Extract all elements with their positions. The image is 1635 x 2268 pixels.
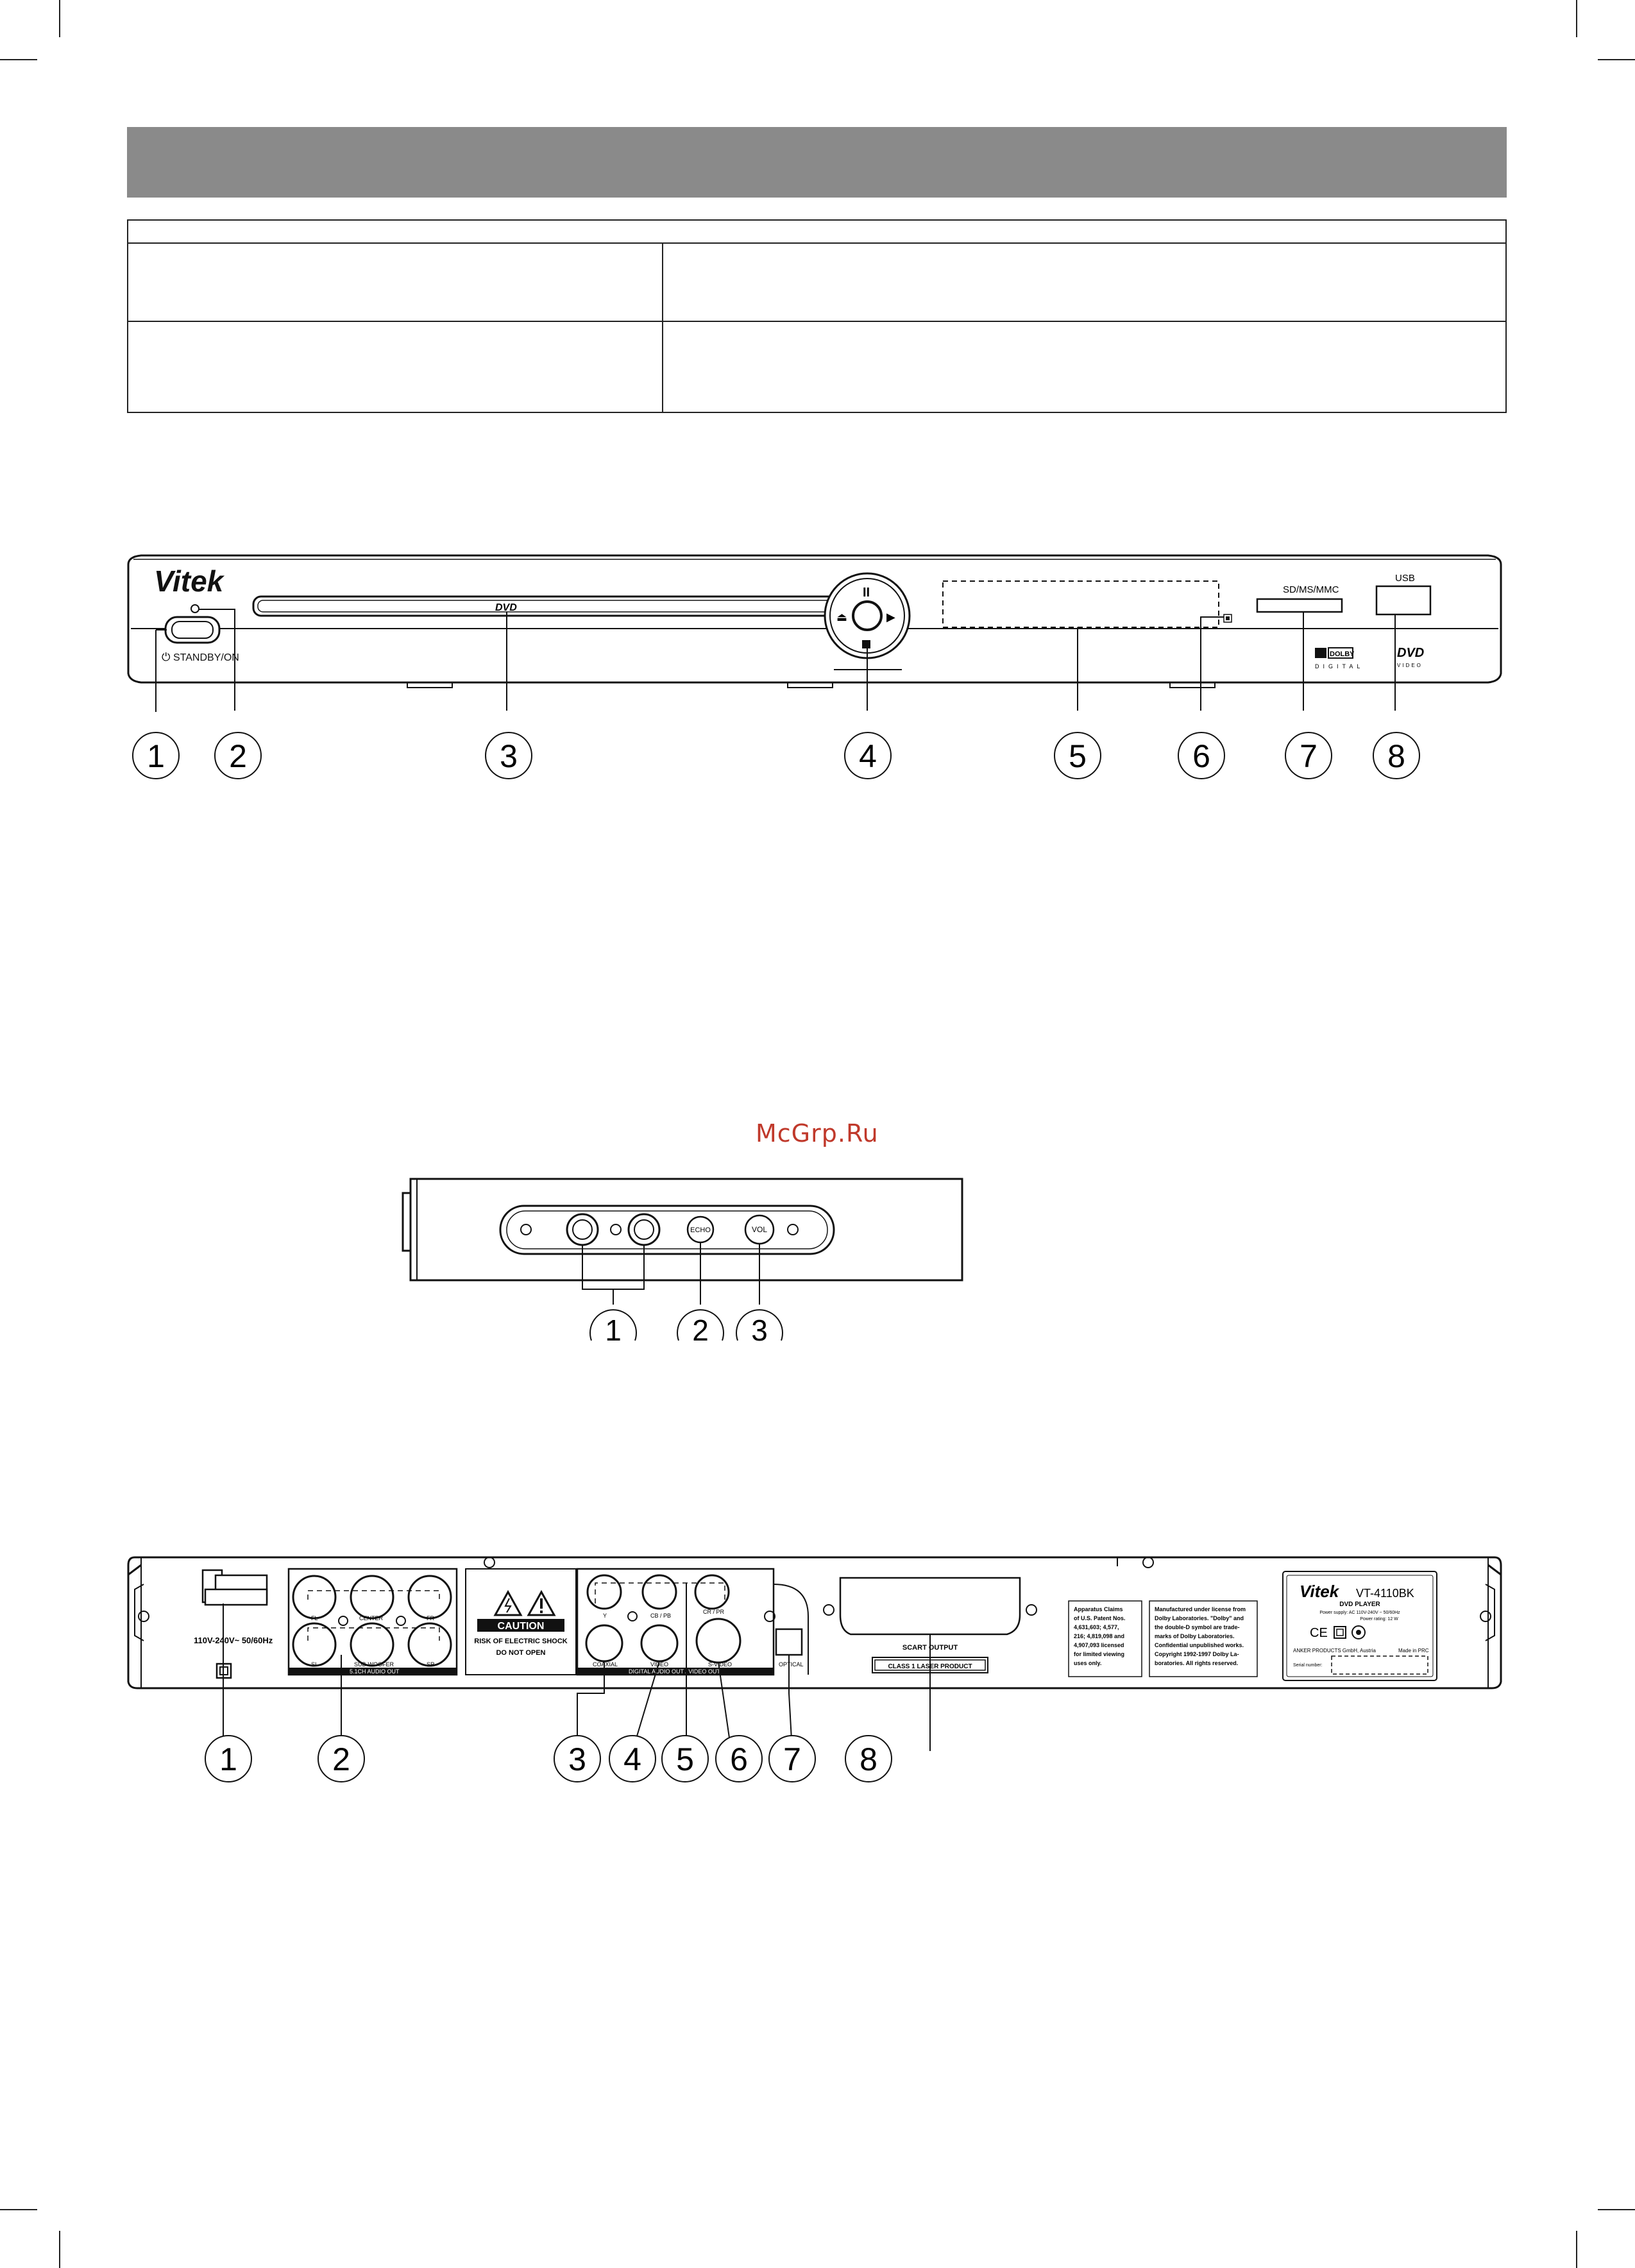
rear-callout-3: [554, 1736, 600, 1782]
svg-text:5: 5: [676, 1741, 694, 1777]
crop-mark: [59, 2231, 60, 2268]
play-icon[interactable]: ▶: [886, 611, 895, 623]
svg-text:5: 5: [1069, 738, 1087, 774]
crop-mark: [0, 59, 37, 60]
rating-product: DVD PLAYER: [1339, 1601, 1380, 1608]
display-window: [943, 581, 1219, 627]
center-label: CENTER: [359, 1615, 384, 1621]
rear-callout-1: [205, 1736, 251, 1782]
mount-bracket: [1486, 1584, 1495, 1641]
crop-mark: [1576, 0, 1577, 37]
video-jack[interactable]: [641, 1625, 677, 1661]
svg-text:3: 3: [500, 738, 518, 774]
patent-text: [1074, 1606, 1126, 1666]
rear-callout-4: [609, 1736, 656, 1782]
rear-callout-2: [318, 1736, 364, 1782]
ce-mark: CE: [1310, 1626, 1328, 1640]
svg-text:2: 2: [692, 1314, 709, 1347]
rear-callout-5: [662, 1736, 708, 1782]
front-panel-body: [128, 555, 1501, 682]
rating-model: VT-4110BK: [1356, 1587, 1414, 1600]
svg-text:VOL: VOL: [751, 1225, 768, 1234]
svg-text:2: 2: [229, 738, 247, 774]
svg-text:1: 1: [147, 738, 165, 774]
coaxial-label: COAXIAL: [593, 1661, 618, 1668]
spec-table-header: [128, 221, 1505, 244]
rear-callout-7: [769, 1736, 815, 1782]
svideo-jack[interactable]: [697, 1619, 740, 1663]
spec-table: [127, 219, 1507, 413]
svg-text:Dolby Laboratories. "Dolby" an: Dolby Laboratories. "Dolby" and: [1155, 1615, 1244, 1621]
standby-button[interactable]: [165, 617, 219, 643]
screw-hole: [1026, 1605, 1037, 1615]
svg-text:Confidential unpublished works: Confidential unpublished works.: [1155, 1642, 1244, 1648]
screw-hole: [339, 1616, 348, 1625]
y-label: Y: [603, 1612, 607, 1619]
svg-text:marks of Dolby Laboratories.: marks of Dolby Laboratories.: [1155, 1633, 1235, 1639]
spec-cell: [663, 244, 1505, 321]
spec-cell: [663, 322, 1505, 412]
coaxial-jack[interactable]: [586, 1625, 622, 1661]
crop-mark: [0, 2209, 37, 2210]
disc-tray[interactable]: [253, 597, 895, 616]
svg-text:216; 4,819,098 and: 216; 4,819,098 and: [1074, 1633, 1125, 1639]
svg-text:Copyright 1992-1997 Dolby La-: Copyright 1992-1997 Dolby La-: [1155, 1651, 1239, 1657]
svg-text:1: 1: [605, 1314, 622, 1347]
caution-title: CAUTION: [497, 1621, 545, 1632]
dvd-video-logo: [1397, 646, 1424, 668]
spec-table-row: [128, 244, 1505, 322]
standby-indicator-led: [191, 605, 199, 613]
header-banner: [127, 127, 1507, 198]
sl-label: SL: [311, 1661, 319, 1668]
front-callout-3: [486, 732, 532, 779]
screw-hole: [628, 1612, 637, 1621]
microphone-jack-1[interactable]: [567, 1214, 598, 1245]
svg-text:6: 6: [730, 1741, 748, 1777]
stop-icon[interactable]: [862, 640, 870, 648]
svideo-label: S-VIDEO: [708, 1661, 733, 1668]
svg-text:uses only.: uses only.: [1074, 1660, 1102, 1666]
scart-label: SCART OUTPUT: [902, 1644, 958, 1652]
front-callout-6: [1178, 732, 1224, 779]
caution-line-1: RISK OF ELECTRIC SHOCK: [474, 1638, 568, 1645]
center-jack[interactable]: [351, 1576, 393, 1618]
front-panel-diagram: [115, 545, 1514, 789]
front-leader-lines: [156, 609, 1395, 712]
svg-text:4,631,603; 4,577,: 4,631,603; 4,577,: [1074, 1624, 1119, 1630]
usb-label: USB: [1395, 573, 1415, 584]
sr-jack[interactable]: [409, 1623, 451, 1666]
svg-text:DIGITAL: DIGITAL: [1315, 663, 1364, 670]
rear-callout-6: [716, 1736, 762, 1782]
rear-panel-diagram: [115, 1539, 1514, 1809]
svg-text:1: 1: [219, 1741, 237, 1777]
svg-text:3: 3: [751, 1314, 768, 1347]
screw-hole: [396, 1616, 405, 1625]
y-jack[interactable]: [588, 1575, 621, 1609]
svg-text:ECHO: ECHO: [690, 1226, 711, 1234]
optical-port[interactable]: [776, 1629, 802, 1655]
cr-pr-label: CR / PR: [703, 1609, 725, 1615]
front-callout-1: [133, 732, 179, 779]
rating-power: Power rating: 12 W: [1360, 1617, 1398, 1621]
spec-cell: [128, 322, 663, 412]
cb-pb-label: CB / PB: [650, 1612, 672, 1619]
power-icon: ⏻: [162, 651, 171, 663]
subwoofer-label: SUB-WOOFER: [354, 1661, 394, 1668]
cr-pr-jack[interactable]: [695, 1575, 729, 1609]
dolby-logo: [1315, 648, 1364, 670]
screw-hole: [1480, 1611, 1491, 1621]
svg-text:8: 8: [860, 1741, 877, 1777]
svg-text:3: 3: [568, 1741, 586, 1777]
double-insulation-icon: [1334, 1627, 1346, 1638]
card-slot-label: SD/MS/MMC: [1283, 584, 1339, 595]
analog-out-label: 5.1CH AUDIO OUT: [350, 1668, 400, 1675]
scart-output[interactable]: [840, 1578, 1020, 1634]
crop-mark: [1598, 2209, 1635, 2210]
front-callout-2: [215, 732, 261, 779]
side-callout-1: [590, 1310, 636, 1347]
fr-top-jack[interactable]: [409, 1576, 451, 1618]
screw-hole: [1143, 1557, 1153, 1568]
side-callout-3: [736, 1310, 783, 1347]
rating-made-in: Made in PRC: [1398, 1648, 1429, 1654]
volume-knob[interactable]: [745, 1215, 774, 1244]
subwoofer-jack[interactable]: [351, 1623, 393, 1666]
side-callout-2: [677, 1310, 724, 1347]
svg-text:Apparatus Claims: Apparatus Claims: [1074, 1606, 1123, 1612]
standby-label: STANDBY/ON: [173, 652, 239, 663]
side-panel-diagram: [385, 1167, 975, 1353]
dolby-license-text: [1155, 1606, 1246, 1666]
laser-label: CLASS 1 LASER PRODUCT: [888, 1663, 972, 1670]
pause-icon[interactable]: II: [863, 586, 870, 600]
svg-text:Manufactured under license fro: Manufactured under license from: [1155, 1606, 1246, 1612]
svg-text:6: 6: [1192, 738, 1210, 774]
spec-table-row: [128, 322, 1505, 412]
eject-icon[interactable]: ⏏: [836, 611, 848, 623]
svg-text:DOLBY: DOLBY: [1330, 650, 1355, 658]
cb-pb-jack[interactable]: [643, 1575, 676, 1609]
lightning-warning-icon: [495, 1592, 521, 1615]
jack-panel: [500, 1206, 834, 1254]
microphone-jack-2[interactable]: [629, 1214, 659, 1245]
card-slot[interactable]: [1257, 599, 1342, 612]
svg-text:boratories. All rights reserv: boratories. All rights reserved.: [1155, 1660, 1239, 1666]
sr-label: SR: [427, 1661, 435, 1668]
sl-jack[interactable]: [293, 1623, 335, 1666]
front-callout-5: [1055, 732, 1101, 779]
svg-text:4: 4: [859, 738, 877, 774]
fl-jack[interactable]: [293, 1576, 335, 1618]
laser-class-icon: [1352, 1626, 1365, 1639]
front-callout-8: [1373, 732, 1419, 779]
svg-text:8: 8: [1387, 738, 1405, 774]
brand-logo: Vitek: [154, 564, 224, 598]
disc-tray-label: DVD: [495, 602, 517, 613]
echo-knob[interactable]: [688, 1217, 713, 1242]
rating-serial-label: Serial number:: [1293, 1663, 1323, 1668]
power-rating-label: 110V-240V~ 50/60Hz: [194, 1636, 273, 1645]
svg-text:the double-D symbol are trade-: the double-D symbol are trade-: [1155, 1624, 1240, 1630]
remote-sensor: [1224, 614, 1232, 622]
watermark: McGrp.Ru: [756, 1119, 879, 1147]
rating-power-supply: Power supply: AC 110V-240V ~ 50/60Hz: [1319, 1611, 1400, 1615]
exclamation-warning-icon: [529, 1592, 554, 1615]
rear-callout-8: [845, 1736, 892, 1782]
serial-number-field: [1332, 1656, 1428, 1674]
spec-cell: [128, 244, 663, 321]
crop-mark: [59, 0, 60, 37]
screw-hole: [824, 1605, 834, 1615]
front-callout-7: [1285, 732, 1332, 779]
rating-brand: Vitek: [1300, 1582, 1339, 1601]
optical-label: OPTICAL: [779, 1661, 804, 1668]
rating-manufacturer: ANKER PRODUCTS GmbH, Austria: [1293, 1648, 1376, 1654]
svg-text:VIDEO: VIDEO: [1397, 663, 1423, 668]
svg-text:of U.S. Patent Nos.: of U.S. Patent Nos.: [1074, 1615, 1126, 1621]
fl-label: FL: [311, 1615, 318, 1621]
svg-text:4: 4: [623, 1741, 641, 1777]
screw-hole: [484, 1557, 495, 1568]
digital-audio-label: DIGITAL AUDIO OUT / VIDEO OUT: [629, 1668, 720, 1675]
video-label: VIDEO: [650, 1661, 669, 1668]
screw-hole: [139, 1611, 149, 1621]
caution-line-2: DO NOT OPEN: [496, 1649, 546, 1657]
svg-text:7: 7: [783, 1741, 801, 1777]
svg-text:7: 7: [1300, 738, 1317, 774]
fr-top-label: FR: [427, 1615, 434, 1621]
svg-text:2: 2: [332, 1741, 350, 1777]
crop-mark: [1576, 2231, 1577, 2268]
power-cord: [203, 1570, 267, 1605]
crop-mark: [1598, 59, 1635, 60]
mount-bracket: [135, 1584, 144, 1641]
svg-text:DVD: DVD: [1397, 646, 1425, 660]
front-callout-4: [845, 732, 891, 779]
svg-text:4,907,093 licensed: 4,907,093 licensed: [1074, 1642, 1124, 1648]
svg-text:for limited viewing: for limited viewing: [1074, 1651, 1125, 1657]
usb-port[interactable]: [1377, 586, 1430, 614]
